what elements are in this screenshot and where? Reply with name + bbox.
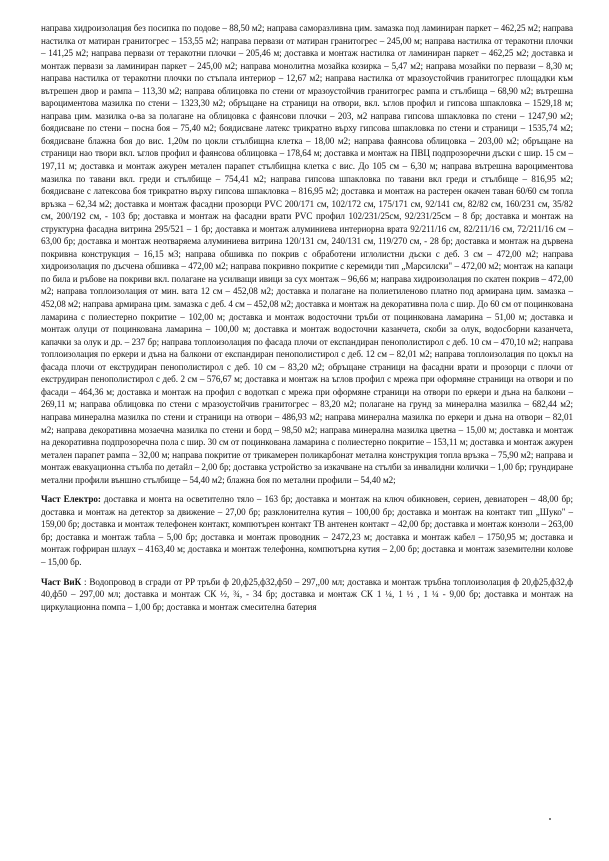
document-body [41, 22, 573, 613]
vik-paragraph [41, 576, 573, 614]
vik-text: : Водопровод в сгради от PP тръби ф 20,ф25,ф32,ф50 – 297,,00 мл; доставка и монтаж тръбна топлоизолация ф 20,ф25,ф32,ф 40,ф50 – 297,00 мл; доставка и монтаж СК ½, ¾, - 34 бр; доставка и монтаж СК 1 ¼, 1 ½ , 1 ¼ - 9,00 бр; доставка и монтаж на циркулационна помпа – 1,00 бр; доставка и монтаж смесителна батерия [41, 576, 573, 612]
scan-speck [549, 818, 551, 820]
vik-label: Част ВиК [41, 576, 82, 587]
main-paragraph: направа хидроизолация без посипка по подове – 88,50 м2; направа саморазливна цим. замазка под ламиниран паркет – 462,25 м2; направа настилка от матиран гранитогрес – 153,55 м2; направа первази от матиран гранитогрес – 245,00 м; направа настилка от теракотни плочки – 141,25 м2; направа первази от теракотни плочки – 205,46 м; доставка и монтаж настилка от ламиниран паркет – 462,25 м2; доставка и монтаж первази за ламиниран паркет – 245,00 м2; направа монолитна мозайка козирка – 5,47 м2; направа мозайки по первази – 8,30 м; направа настилка от теракотни плочки по стъпала интериор – 12,67 м2; направа настилка от мразоустойчив гранитогрес площадки към вътрешен двор и рампа – 113,30 м2; направа облицовка по стени от мразоустойчив гранитогрес рампа и стълбища – 68,90 м2; вътрешна вароциментова мазилка по стени – 1323,30 м2; обръщане на страници на отвори, вкл. ъглов профил и гипсова шпакловка – 1529,18 м; направа цим. мазилка о-ва за полагане на облицовка с фаянсови плочки – 203, м2 направа гипсова шпакловка по стени – 1247,90 м2; боядисване по стени – посна боя – 75,40 м2; боядисване латекс трикратно върху гипсова шпакловка по стени и страници – 1535,74 м2; боядисване блажна боя до вис. 1,20м по цокли стълбищна клетка – 18,00 м2; направа фаянсова облицовка – 203,00 м2; обръщане на страници нао твори вкл. ъглов профил и фаянсова облицовка – 178,64 м; доставка и монтаж на ПВЦ подпрозоречни дъски с шир. 15 см – 197,11 м; доставка и монтаж ажурен метален парапет стълбищна клетка с вис. До 105 см – 6,30 м; направа вътрешна вароциментова мазилка по тавани вкл. греди и стълбище – 754,41 м2; направа гипсова шпакловка по тавани вкл греди и стълбище – 816,95 м2; боядисване с латексова боя трикратно върху гипсова шпакловка – 816,95 м2; доставка и монтаж на растерен окачен таван 60/60 см топла връзка – 62,34 м2; доставка и монтаж фасадни прозорци PVC 200/171 см, 102/172 см, 175/171 см, 92/141 см, 82/82 см, 160/231 см, 35/82 см, 200/192 см, - 103 бр; доставка и монтаж на фасадни врати PVC профил 102/231/25см, 92/231/25см – 8 бр; доставка и монтаж на структурна фасадна витрина 295/521 – 1 бр; доставка и монтаж алуминиева интериорна врата 92/211/16 см, 82/211/16 см, 72/211/16 см – 63,00 бр; доставка и монтаж неотваряема алуминиева витрина 120/131 см, 240/131 см, 119/270 см, - 28 бр; доставка и монтаж на дървена покривна конструкция – 16,15 м3; направа обшивка по покрив с обработени иглолистни дъски с деб. 3 см – 472,00 м2; направа хидроизолация по дъсчена обшивка – 472,00 м2; направа покривно покритие с керемиди тип „Марсилски" – 472,00 м2; монтаж на капаци по била и ръбове на покриви вкл. полагане на усилващи ивици за сух монтаж – 96,66 м; направа хидроизолация по скатен покрив – 472,00 м2; направа топлоизолация от мин. вата 12 см – 452,08 м2; доставка и полагане на полиетиленово платно под армирана цим. замазка – 452,08 м2; направа армирана цим. замазка с деб. 4 см – 452,08 м2; доставка и монтаж на декоративна пола с шир. До 60 см от поцинкована ламарина с полиестерно покритие – 102,00 м; доставка и монтаж водосточни тръби от поцинкована ламарина – 51,00 м; доставка и монтаж олуци от поцинкована ламарина – 100,00 м; доставка и монтаж водосточни казанчета, скоби за олук, водосборни казанчета, капачки за олук и др. – 237 бр; направа топлоизолация по фасада плочи от експандиран пенополистирол с деб. 10 см – 470,10 м2; направа топлоизолация по еркери и дъна на балкони от експандиран пенополистирол с деб. 12 см – 82,01 м2; направа топлоизолация по цокъл на фасада плочи от екструдиран пенополистирол с деб. 10 см – 83,20 м2; обръщане страници на фасадни врати и прозорци с плочи от екструдиран пенополистирол с деб. 2 см – 576,67 м; доставка и монтаж на ъглов профил с мрежа при оформяне страници на отвори и по фасади – 464,36 м; доставка и монтаж на профил с водоткап с мрежа при оформяне страници на отвори по еркери и дъна на балкони – 269,11 м; направа облицовка по стени с мразоустойчив гранитогрес – 83,20 м2; полагане на грунд за минерална мазилка – 682,44 м2; направа минерална мазилка по стени и страници на отвори – 486,93 м2; направа минерална мазилка по еркери и дъна на отвори – 82,01 м2; направа декоративна мозаечна мазилка по стени и борд – 98,50 м2; направа минерална мазилка цветна – 15,00 м; доставка и монтаж на декоративна подпрозоречна пола с шир. 30 см от поцинкована ламарина с полиестерно покритие – 153,11 м; доставка и монтаж ажурен метален парапет рампа – 32,00 м; направа покритие от трикамерен поликарбонат метална конструкция топла връзка – 75,90 м2; направа и монтаж евакуационна стълба по детайл – 2,00 бр; доставка устройство за изкачване на стълби за инвалидни колички – 1,00 бр; грундиране метални профили външно стълбище – 54,40 м2; блажна боя по метални профили – 54,40 м2; [41, 23, 573, 485]
electro-text: доставка и монта на осветително тяло – 163 бр; доставка и монтаж на ключ обикновен, сериен, девиаторен – 48,00 бр; доставка и монтаж на детектор за движение – 27,00 бр; разклонителна кутия – 100,00 бр; доставка и монтаж на контакт тип „Шуко" – 159,00 бр; доставка и монтаж телефонен контакт, компютърен контакт ТВ антенен контакт – 42,00 бр; доставка и монтаж конзоли – 263,00 бр; доставка и монтаж табла – 5,00 бр; доставка и монтаж проводник – 2472,23 м; доставка и монтаж кабел – 1750,95 м; доставка и монтаж гофриран шлаух – 4163,40 м; доставка и монтаж телефонна, компютърна кутия – 2,00 бр; доставка и монтаж заземителни колове – 15,00 бр. [41, 494, 573, 567]
electro-paragraph [41, 493, 573, 568]
electro-label: Част Електро: [41, 494, 101, 505]
